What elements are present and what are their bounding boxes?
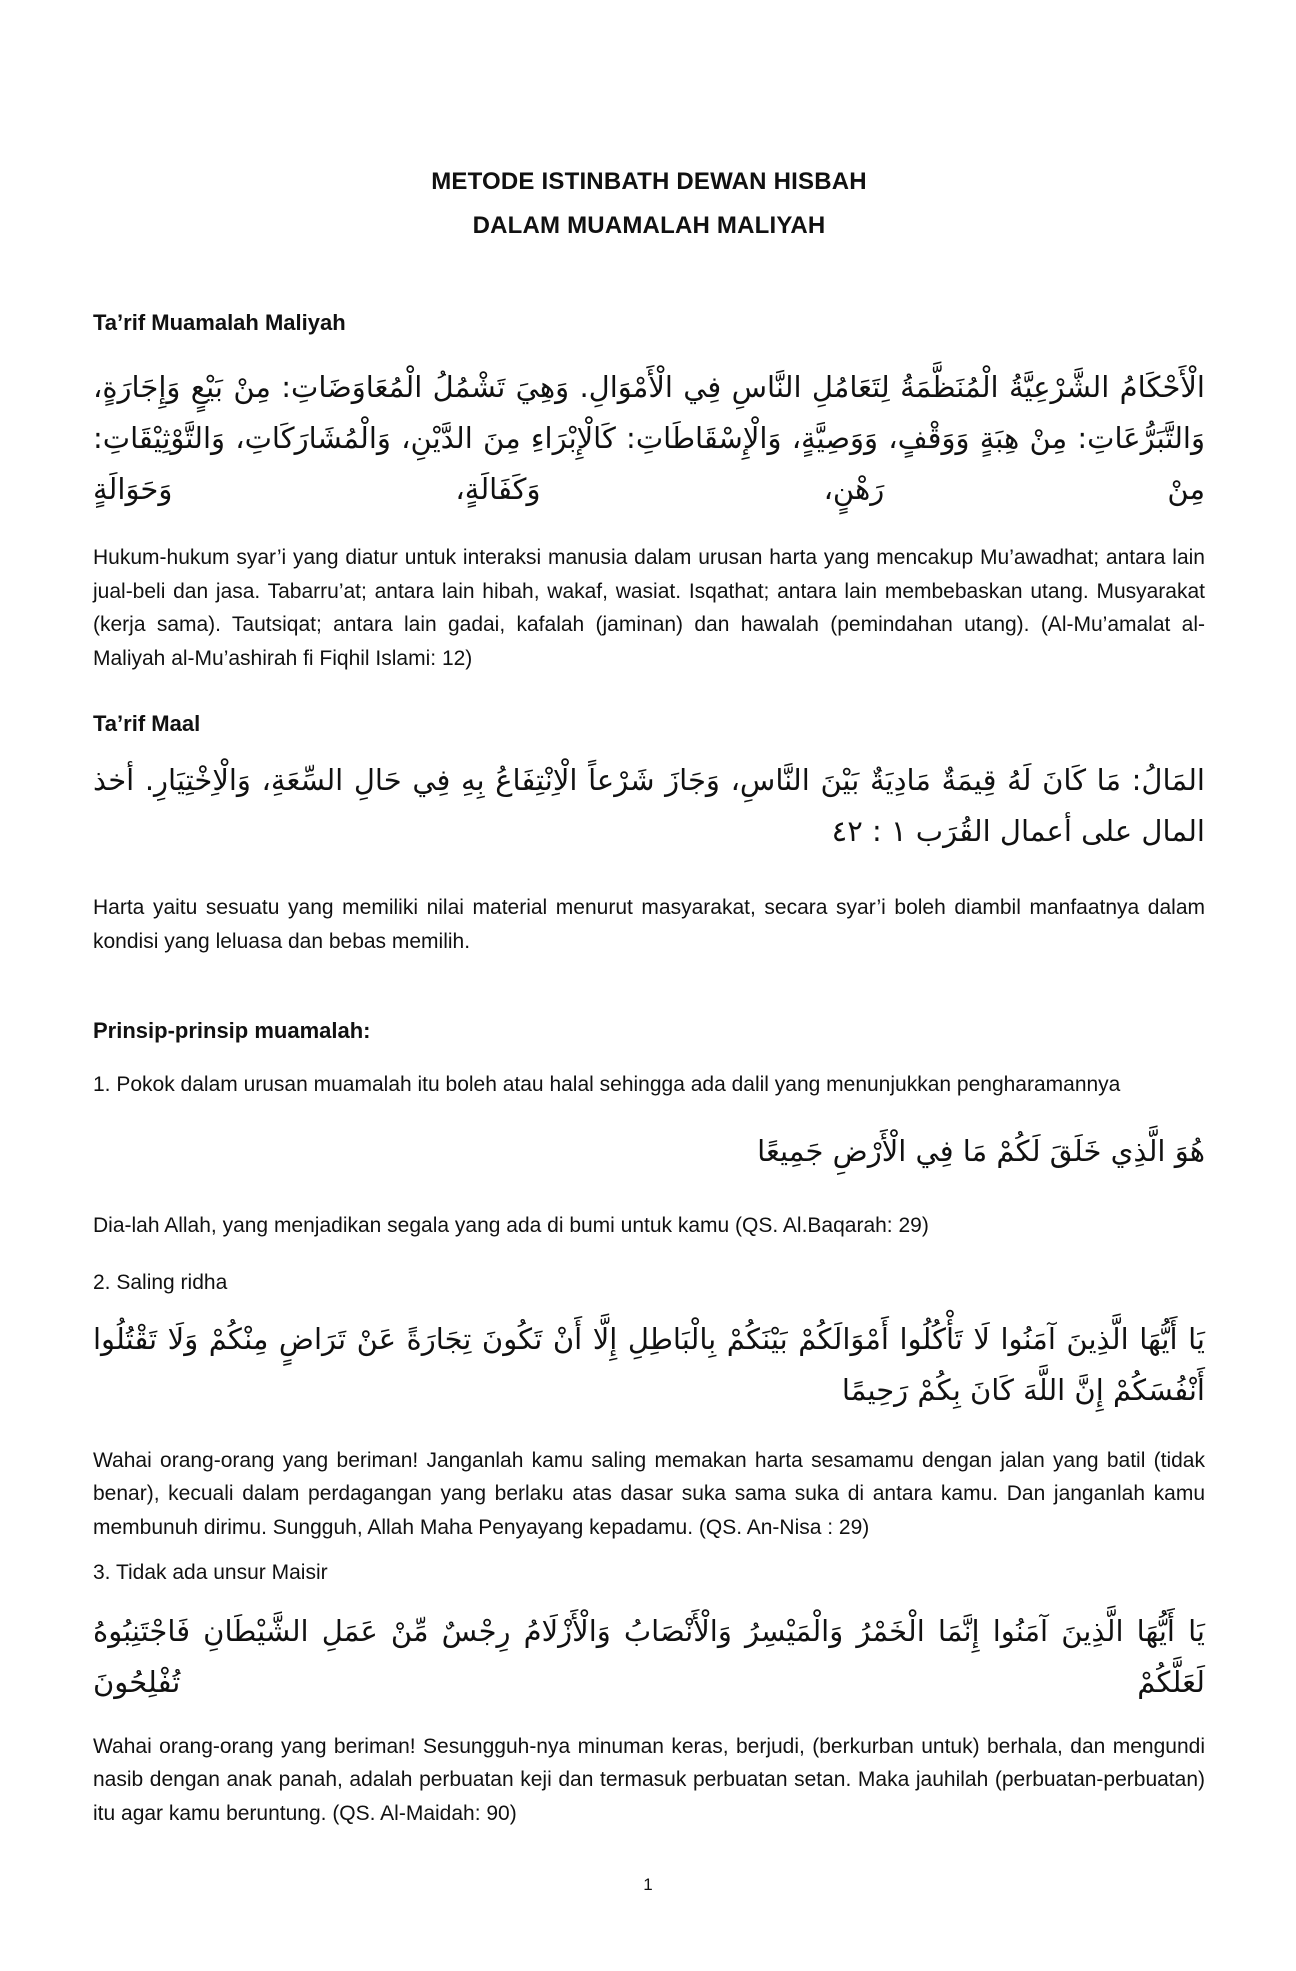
paragraph-annisa-29-translation: Wahai orang-orang yang beriman! Janganlah kamu saling memakan harta sesamamu dengan jalan yang batil (tidak benar), kecuali dalam perdagangan yang berlaku atas dasar suka sama suka di antara kamu. Dan janganlah kamu membunuh dirimu. Sungguh, Allah Maha Penyayang kepadamu. (QS. An-Nisa : 29) [93, 1448, 1205, 1539]
arabic-text-muamalah-definition: الْأَحْكَامُ الشَّرْعِيَّةُ الْمُنَظَّمَةُ لِتَعَامُلِ النَّاسِ فِي الْأَمْوَالِ. وَهِيَ تَشْمُلُ الْمُعَاوَضَاتِ: مِنْ بَيْعٍ وَإِجَارَةٍ، وَالتَّبَرُّعَاتِ: مِنْ هِبَةٍ وَوَقْفٍ، وَوَصِيَّةٍ، وَالْإِسْقَاطَاتِ: كَالْإِبْرَاءِ مِنَ الدَّيْنِ، وَالْمُشَارَكَاتِ، وَالتَّوْثِيْقَاتِ: مِنْ رَهْنٍ، وَكَفَالَةٍ، وَحَوَالَةٍ [93, 370, 1205, 506]
document-title [93, 160, 1205, 248]
paragraph-maal-translation: Harta yaitu sesuatu yang memiliki nilai material menurut masyarakat, secara syar’i boleh diambil manfaatnya dalam kondisi yang leluasa dan bebas memilih. [93, 896, 1205, 953]
document-title-line2: DALAM MUAMALAH MALIYAH [472, 212, 826, 239]
page-number: 1 [643, 1875, 653, 1894]
paragraph-almaidah-90-translation: Wahai orang-orang yang beriman! Sesungguh-nya minuman keras, berjudi, (berkurban untuk) berhala, dan mengundi nasib dengan anak panah, adalah perbuatan keji dan termasuk perbuatan setan. Maka jauhilah (perbuatan-perbuatan) itu agar kamu beruntung. (QS. Al-Maidah: 90) [93, 1734, 1205, 1825]
arabic-text-quran-annisa-29: يَا أَيُّهَا الَّذِينَ آمَنُوا لَا تَأْكُلُوا أَمْوَالَكُمْ بَيْنَكُمْ بِالْبَاطِلِ إِلَّا أَنْ تَكُونَ تِجَارَةً عَنْ تَرَاضٍ مِنْكُمْ وَلَا تَقْتُلُوا أَنْفُسَكُمْ إِنَّ اللَّهَ كَانَ بِكُمْ رَحِيمًا [93, 1321, 1205, 1407]
arabic-text-maal-definition: المَالُ: مَا كَانَ لَهُ قِيمَةٌ مَادِيَةٌ بَيْنَ النَّاسِ، وَجَازَ شَرْعاً الْاِنْتِفَاعُ بِهِ فِي حَالِ السِّعَةِ، وَالْاِخْتِيَارِ. أخذ المال على أعمال القُرَب ١ : ٤٢ [93, 763, 1205, 848]
paragraph-muamalah-translation: Hukum-hukum syar’i yang diatur untuk interaksi manusia dalam urusan harta yang mencakup Mu’awadhat; antara lain jual-beli dan jasa. Tabarru’at; antara lain hibah, wakaf, wasiat. Isqathat; antara lain membebaskan utang. Musyarakat (kerja sama). Tautsiqat; antara lain gadai, kafalah (jaminan) dan hawalah (pemindahan utang). (Al-Mu’amalat al-Maliyah al-Mu’ashirah fi Fiqhil Islami: 12) [93, 546, 1205, 670]
document-title-line1: METODE ISTINBATH DEWAN HISBAH [431, 168, 867, 195]
heading-tarif-maal: Ta’rif Maal [93, 711, 201, 736]
principle-1-label: 1. Pokok dalam urusan muamalah itu boleh atau halal sehingga ada dalil yang menunjukkan pengharamannya [93, 1073, 1121, 1096]
heading-prinsip-prinsip-muamalah: Prinsip-prinsip muamalah: [93, 1018, 371, 1043]
principle-2-label: 2. Saling ridha [93, 1271, 228, 1294]
heading-tarif-muamalah-maliyah: Ta’rif Muamalah Maliyah [93, 310, 346, 335]
arabic-text-quran-albaqarah-29: هُوَ الَّذِي خَلَقَ لَكُمْ مَا فِي الْأَرْضِ جَمِيعًا [757, 1133, 1205, 1168]
principle-3-label: 3. Tidak ada unsur Maisir [93, 1561, 328, 1584]
arabic-text-quran-almaidah-90: يَا أَيُّهَا الَّذِينَ آمَنُوا إِنَّمَا الْخَمْرُ وَالْمَيْسِرُ وَالْأَنْصَابُ وَالْأَزْلَامُ رِجْسٌ مِّنْ عَمَلِ الشَّيْطَانِ فَاجْتَنِبُوهُ لَعَلَّكُمْ تُفْلِحُونَ [93, 1613, 1205, 1699]
paragraph-albaqarah-29-translation: Dia-lah Allah, yang menjadikan segala yang ada di bumi untuk kamu (QS. Al.Baqarah: 29) [93, 1213, 929, 1237]
